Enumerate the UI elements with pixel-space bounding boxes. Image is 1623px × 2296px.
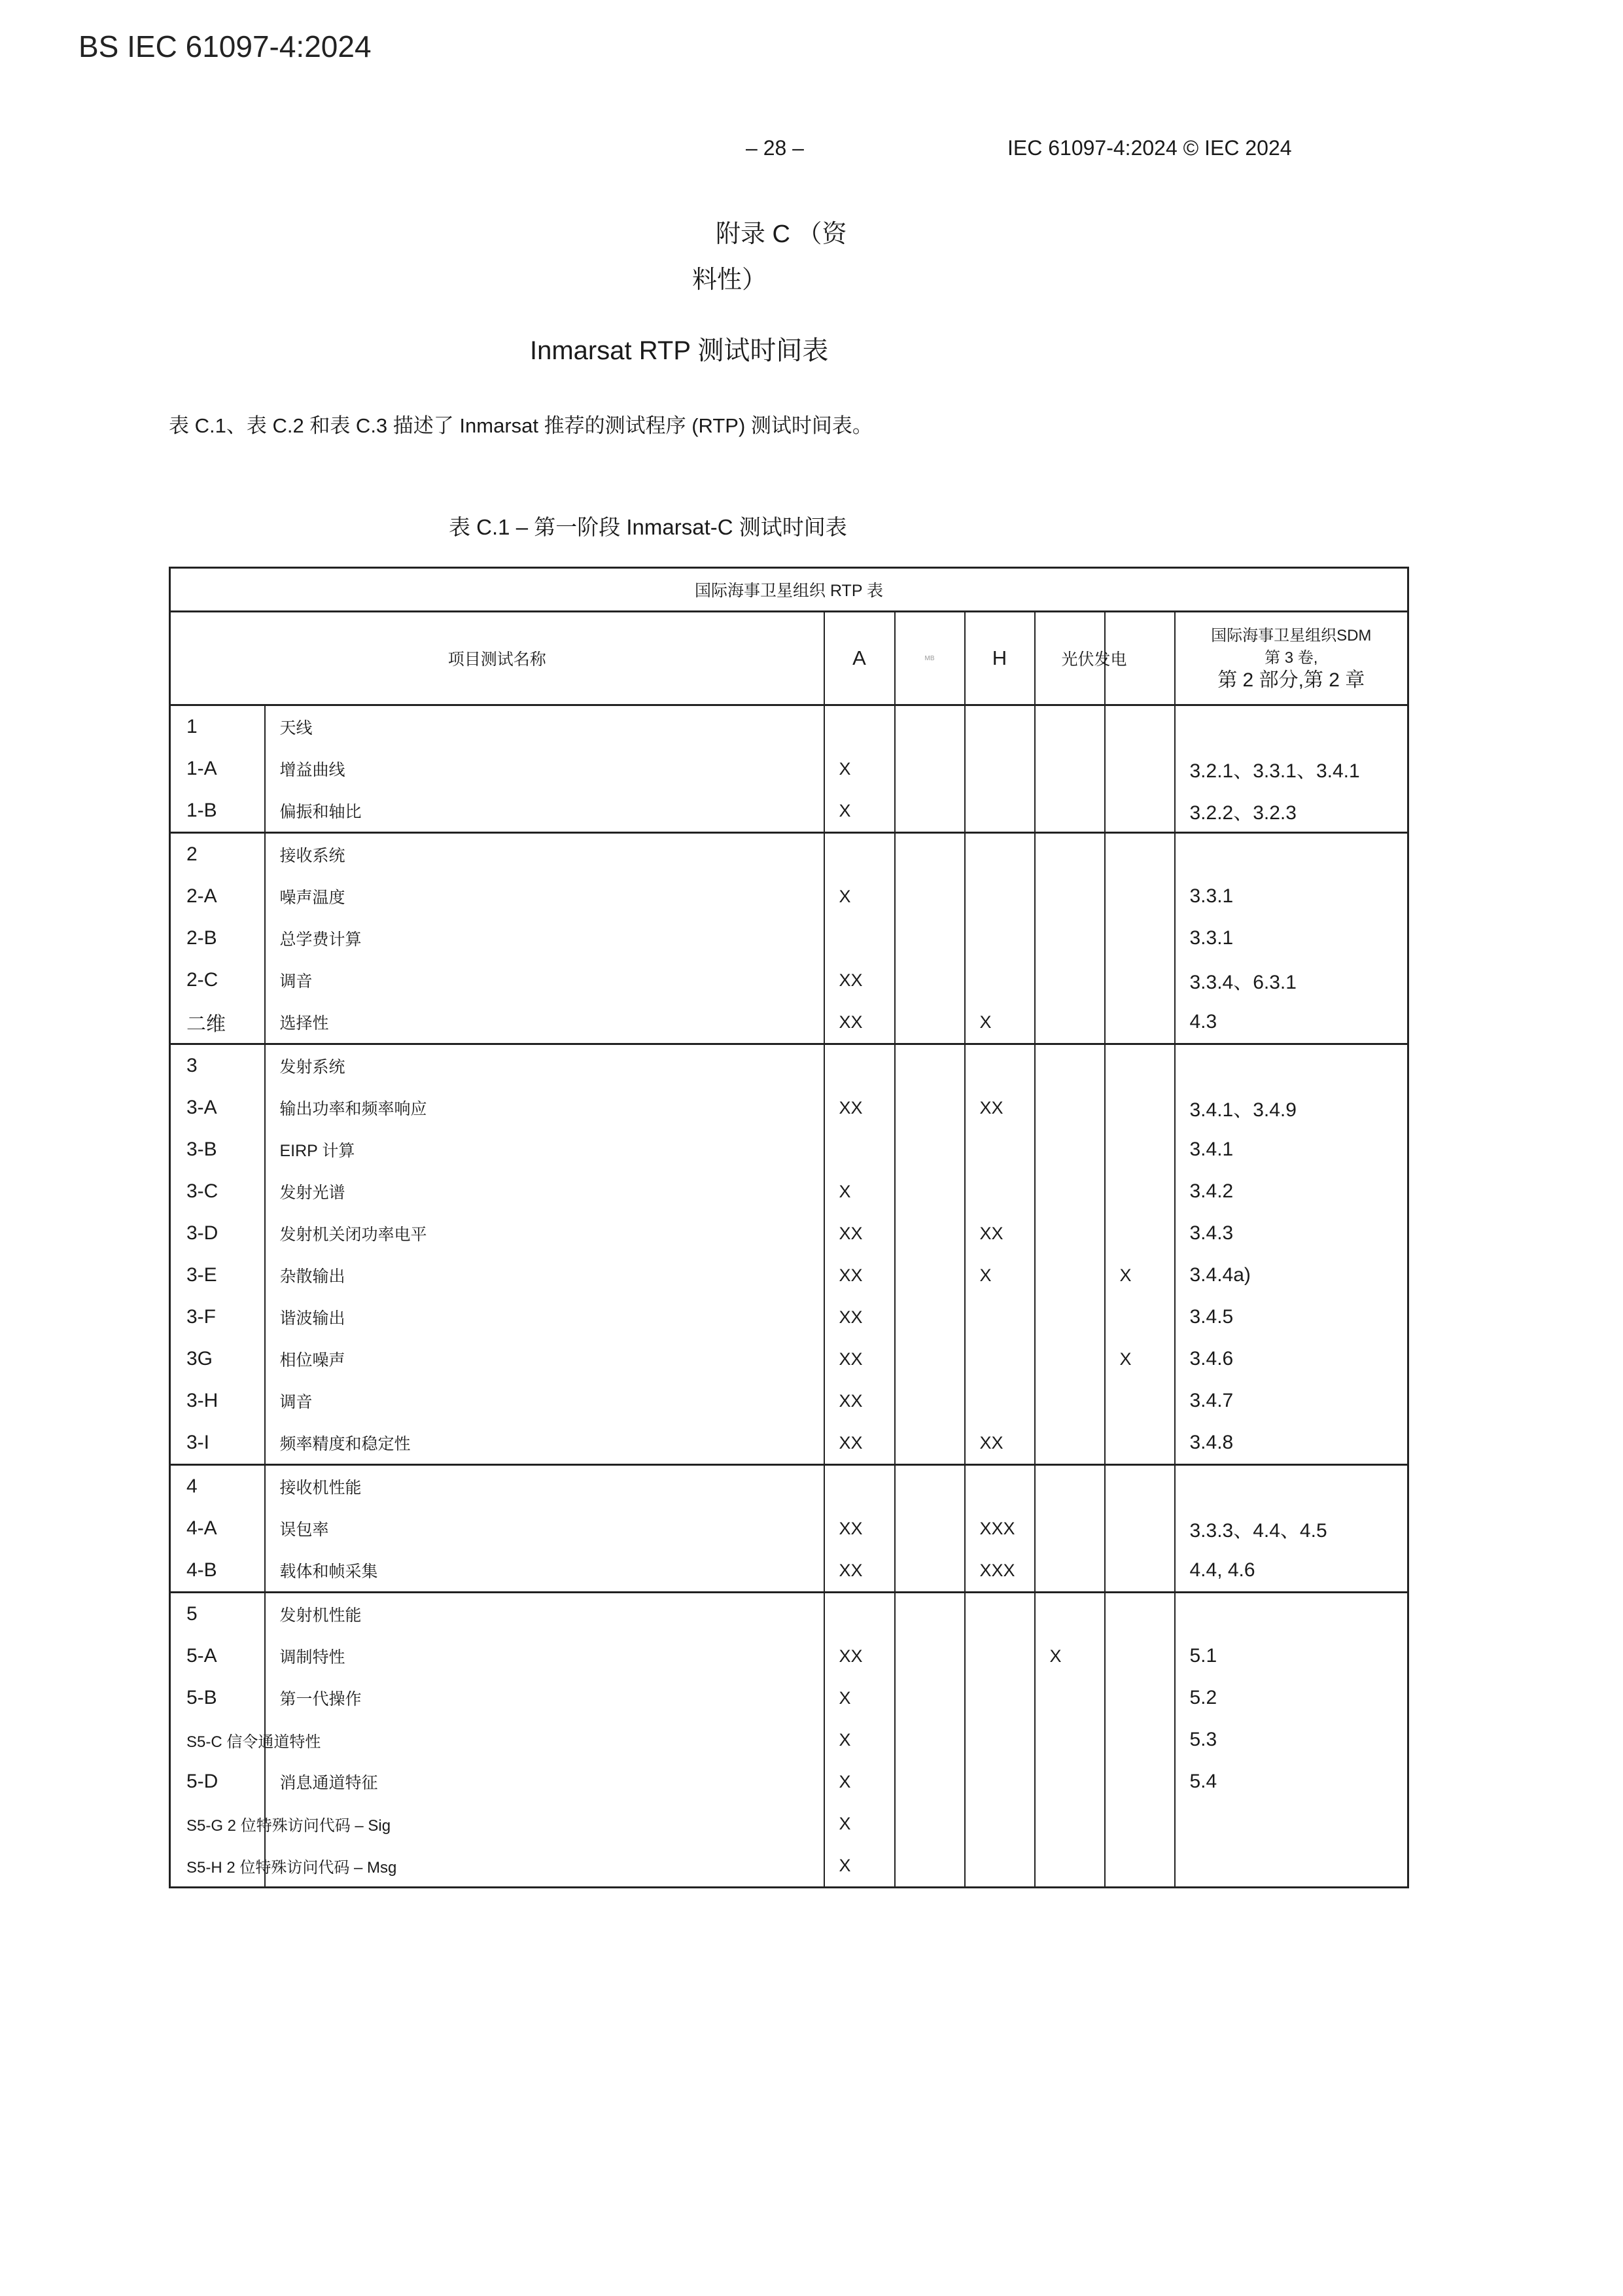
row-sdm-ref: 4.3 — [1175, 1001, 1408, 1044]
row-name-cell — [265, 1719, 824, 1761]
row-mark-b — [895, 1338, 965, 1380]
row-mark-a: XX — [824, 1296, 895, 1338]
annex-heading-line2: 料性） — [692, 266, 767, 294]
row-mark-h — [965, 1845, 1035, 1888]
row-mark-h: XXX — [965, 1549, 1035, 1593]
row-sdm-ref: 3.4.1、3.4.9 — [1175, 1087, 1408, 1129]
row-mark-a — [824, 1129, 895, 1171]
row-sdm-ref — [1175, 1593, 1408, 1636]
row-item-id: 2 — [170, 833, 265, 876]
row-mark-a: X — [824, 1803, 895, 1845]
row-sdm-ref — [1175, 1465, 1408, 1508]
row-mark-pv — [1035, 1001, 1105, 1044]
row-mark-h — [965, 1338, 1035, 1380]
row-mark-pv — [1035, 1296, 1105, 1338]
row-item-id: 3-A — [186, 1097, 217, 1118]
row-mark-a: XX — [824, 1212, 895, 1254]
rtp-schedule-table — [169, 567, 1409, 1888]
row-test-name: 相位噪声 — [265, 1338, 824, 1380]
row-mark-a: X — [824, 875, 895, 917]
table-row — [170, 1129, 1408, 1171]
row-test-name: 天线 — [265, 705, 824, 749]
row-test-name: 输出功率和频率响应 — [265, 1087, 824, 1129]
row-item-id: 1-A — [186, 758, 217, 779]
row-mark-pv — [1035, 1087, 1105, 1129]
row-test-name: 总学费计算 — [265, 917, 824, 959]
row-sdm-ref: 3.4.7 — [1175, 1380, 1408, 1422]
row-mark-h — [965, 917, 1035, 959]
row-sdm-ref: 3.2.1、3.3.1、3.4.1 — [1175, 748, 1408, 790]
row-sdm-ref: 3.4.1 — [1175, 1129, 1408, 1171]
row-mark-h — [965, 1761, 1035, 1803]
row-mark-pv — [1035, 1549, 1105, 1593]
row-mark-b — [895, 1380, 965, 1422]
header-test-name: 项目测试名称 — [170, 612, 824, 705]
header-col-a: A — [824, 612, 895, 705]
table-title: 国际海事卫星组织 RTP 表 — [695, 582, 883, 600]
row-mark-a — [824, 833, 895, 876]
row-mark-a: XX — [824, 1635, 895, 1677]
row-sdm-ref — [1175, 1044, 1408, 1087]
header-col-h: H — [965, 612, 1035, 705]
table-row — [170, 1380, 1408, 1422]
row-test-label: S5-H 2 位特殊访问代码 – Msg — [186, 1858, 397, 1877]
header-sdm-reference — [1175, 612, 1408, 705]
row-mark-e — [1105, 790, 1175, 833]
row-mark-e: X — [1105, 1254, 1175, 1296]
table-row — [170, 875, 1408, 917]
row-sdm-ref: 3.4.6 — [1175, 1338, 1408, 1380]
table-row — [170, 1254, 1408, 1296]
row-test-name: 发射光谱 — [265, 1171, 824, 1212]
row-mark-a: XX — [824, 1380, 895, 1422]
row-item-id: 3G — [186, 1348, 213, 1369]
row-mark-e — [1105, 1380, 1175, 1422]
row-test-name: 接收系统 — [265, 833, 824, 876]
row-sdm-ref: 5.4 — [1175, 1761, 1408, 1803]
row-mark-a: X — [824, 1845, 895, 1888]
row-mark-a: XX — [824, 1508, 895, 1549]
row-mark-pv — [1035, 1761, 1105, 1803]
row-mark-e — [1105, 1087, 1175, 1129]
row-mark-e — [1105, 1296, 1175, 1338]
row-mark-b — [895, 1171, 965, 1212]
table-row — [170, 1845, 1408, 1888]
table-row — [170, 790, 1408, 833]
row-mark-h — [965, 1380, 1035, 1422]
row-mark-b — [895, 1761, 965, 1803]
row-mark-h — [965, 748, 1035, 790]
row-test-name: 发射系统 — [265, 1044, 824, 1087]
row-sdm-ref: 3.3.4、6.3.1 — [1175, 959, 1408, 1001]
row-item-id: 5 — [170, 1593, 265, 1636]
row-sdm-ref: 5.3 — [1175, 1719, 1408, 1761]
row-mark-a: XX — [824, 1338, 895, 1380]
row-mark-h — [965, 705, 1035, 749]
row-mark-e — [1105, 748, 1175, 790]
row-mark-pv — [1035, 705, 1105, 749]
row-mark-b — [895, 1296, 965, 1338]
row-item-id: 3-D — [186, 1222, 218, 1244]
row-mark-e — [1105, 1129, 1175, 1171]
row-mark-b — [895, 959, 965, 1001]
row-mark-a — [824, 1465, 895, 1508]
table-row — [170, 1677, 1408, 1719]
row-mark-pv — [1035, 1338, 1105, 1380]
row-sdm-ref: 4.4, 4.6 — [1175, 1549, 1408, 1593]
row-mark-h: XXX — [965, 1508, 1035, 1549]
row-test-label: S5-G 2 位特殊访问代码 – Sig — [186, 1816, 391, 1835]
row-mark-a: XX — [824, 1422, 895, 1465]
row-test-name: 第一代操作 — [265, 1677, 824, 1719]
row-mark-a: X — [824, 1171, 895, 1212]
table-row — [170, 1635, 1408, 1677]
row-item-id: 3-C — [186, 1180, 218, 1202]
row-test-name: 误包率 — [265, 1508, 824, 1549]
row-test-label: S5-C 信令通道特性 — [186, 1733, 321, 1751]
row-test-name: EIRP 计算 — [265, 1129, 824, 1171]
table-row — [170, 1171, 1408, 1212]
table-row — [170, 1212, 1408, 1254]
row-mark-h — [965, 1803, 1035, 1845]
row-item-id: 3 — [170, 1044, 265, 1087]
row-mark-pv — [1035, 748, 1105, 790]
table-row — [170, 1549, 1408, 1593]
row-sdm-ref — [1175, 1845, 1408, 1888]
row-mark-a: XX — [824, 1254, 895, 1296]
row-mark-e — [1105, 1465, 1175, 1508]
row-test-name: 接收机性能 — [265, 1465, 824, 1508]
row-mark-pv — [1035, 1380, 1105, 1422]
row-item-id: 3-F — [186, 1306, 216, 1328]
row-mark-h — [965, 1677, 1035, 1719]
row-test-name: 调音 — [265, 959, 824, 1001]
row-mark-e — [1105, 1044, 1175, 1087]
row-sdm-ref: 5.1 — [1175, 1635, 1408, 1677]
row-mark-e — [1105, 1171, 1175, 1212]
row-mark-b — [895, 875, 965, 917]
row-mark-h: XX — [965, 1422, 1035, 1465]
row-sdm-ref: 3.2.2、3.2.3 — [1175, 790, 1408, 833]
row-mark-a: XX — [824, 1001, 895, 1044]
row-mark-pv — [1035, 1845, 1105, 1888]
row-sdm-ref: 3.4.3 — [1175, 1212, 1408, 1254]
row-mark-pv — [1035, 1422, 1105, 1465]
row-mark-e — [1105, 1803, 1175, 1845]
row-mark-a: X — [824, 1677, 895, 1719]
header-col-b: MB — [895, 612, 965, 705]
row-mark-h — [965, 790, 1035, 833]
row-mark-b — [895, 1001, 965, 1044]
row-mark-pv — [1035, 833, 1105, 876]
row-sdm-ref: 3.3.3、4.4、4.5 — [1175, 1508, 1408, 1549]
row-mark-h — [965, 1129, 1035, 1171]
row-mark-h — [965, 1635, 1035, 1677]
row-mark-b — [895, 748, 965, 790]
table-caption: 表 C.1 – 第一阶段 Inmarsat-C 测试时间表 — [449, 515, 847, 539]
row-mark-h: X — [965, 1254, 1035, 1296]
table-row — [170, 1001, 1408, 1044]
row-mark-pv — [1035, 1803, 1105, 1845]
row-mark-pv — [1035, 1254, 1105, 1296]
row-mark-pv — [1035, 1508, 1105, 1549]
table-row — [170, 1296, 1408, 1338]
row-mark-b — [895, 1254, 965, 1296]
header-col-pv: 光伏发电 — [1035, 612, 1105, 705]
document-id: BS IEC 61097-4:2024 — [79, 29, 372, 63]
row-mark-h: XX — [965, 1212, 1035, 1254]
row-sdm-ref: 3.4.2 — [1175, 1171, 1408, 1212]
row-mark-h — [965, 959, 1035, 1001]
row-mark-a: XX — [824, 1087, 895, 1129]
row-mark-pv — [1035, 959, 1105, 1001]
row-sdm-ref — [1175, 1803, 1408, 1845]
row-item-id: 5-B — [186, 1687, 217, 1708]
row-mark-b — [895, 1422, 965, 1465]
row-test-name: 调制特性 — [265, 1635, 824, 1677]
row-mark-b — [895, 705, 965, 749]
row-mark-h — [965, 1044, 1035, 1087]
row-item-id: 5-D — [186, 1771, 218, 1792]
row-mark-a — [824, 917, 895, 959]
table-row — [170, 748, 1408, 790]
row-mark-pv — [1035, 1677, 1105, 1719]
table-row — [170, 1803, 1408, 1845]
table-row — [170, 1087, 1408, 1129]
row-mark-e — [1105, 917, 1175, 959]
row-mark-h — [965, 1296, 1035, 1338]
row-test-name: 增益曲线 — [265, 748, 824, 790]
row-sdm-ref: 3.3.1 — [1175, 917, 1408, 959]
row-mark-e — [1105, 1549, 1175, 1593]
row-item-id: 4-B — [186, 1559, 217, 1581]
row-item-id: 二维 — [186, 1014, 226, 1035]
row-mark-pv — [1035, 1593, 1105, 1636]
row-mark-h — [965, 1171, 1035, 1212]
row-mark-b — [895, 1212, 965, 1254]
row-mark-pv — [1035, 917, 1105, 959]
row-mark-pv — [1035, 1171, 1105, 1212]
row-test-name: 消息通道特征 — [265, 1761, 824, 1803]
row-item-id: 2-C — [186, 969, 218, 991]
row-mark-e — [1105, 1001, 1175, 1044]
row-mark-b — [895, 1129, 965, 1171]
row-mark-pv — [1035, 1465, 1105, 1508]
row-mark-b — [895, 1677, 965, 1719]
row-mark-e — [1105, 1212, 1175, 1254]
row-mark-a: XX — [824, 1549, 895, 1593]
row-test-name: 发射机关闭功率电平 — [265, 1212, 824, 1254]
row-test-name: 选择性 — [265, 1001, 824, 1044]
row-mark-e — [1105, 1845, 1175, 1888]
row-mark-pv — [1035, 1129, 1105, 1171]
row-mark-h: X — [965, 1001, 1035, 1044]
row-mark-pv — [1035, 1719, 1105, 1761]
row-sdm-ref: 3.4.8 — [1175, 1422, 1408, 1465]
row-test-name: 调音 — [265, 1380, 824, 1422]
row-mark-pv — [1035, 790, 1105, 833]
row-item-id: 1 — [170, 705, 265, 749]
header-sdm-line2: 第 3 卷, — [1265, 649, 1318, 667]
row-mark-pv: X — [1035, 1635, 1105, 1677]
row-mark-b — [895, 1087, 965, 1129]
row-item-id: 3-E — [186, 1264, 217, 1286]
row-mark-b — [895, 1719, 965, 1761]
table-row — [170, 959, 1408, 1001]
row-sdm-ref: 3.3.1 — [1175, 875, 1408, 917]
row-mark-e — [1105, 1761, 1175, 1803]
row-sdm-ref — [1175, 833, 1408, 876]
annex-heading-line1: 附录 C （资 — [716, 221, 847, 248]
row-test-name: 发射机性能 — [265, 1593, 824, 1636]
row-test-name: 杂散输出 — [265, 1254, 824, 1296]
row-mark-e — [1105, 1635, 1175, 1677]
row-mark-a: X — [824, 1761, 895, 1803]
standard-reference: IEC 61097-4:2024 © IEC 2024 — [1007, 136, 1292, 160]
row-sdm-ref: 3.4.4a) — [1175, 1254, 1408, 1296]
row-test-name: 频率精度和稳定性 — [265, 1422, 824, 1465]
row-mark-h — [965, 1465, 1035, 1508]
row-mark-a — [824, 1593, 895, 1636]
row-test-name: 偏振和轴比 — [265, 790, 824, 833]
row-mark-pv — [1035, 1044, 1105, 1087]
row-item-id: 5-A — [186, 1645, 217, 1667]
row-mark-h — [965, 833, 1035, 876]
row-mark-h: XX — [965, 1087, 1035, 1129]
table-row — [170, 1338, 1408, 1380]
row-item-id: 2-B — [186, 927, 217, 949]
row-mark-b — [895, 1465, 965, 1508]
table-row — [170, 1465, 1408, 1508]
annex-title: Inmarsat RTP 测试时间表 — [530, 336, 829, 365]
table-row — [170, 1044, 1408, 1087]
row-item-id: 4-A — [186, 1517, 217, 1539]
row-mark-h — [965, 875, 1035, 917]
row-sdm-ref: 3.4.5 — [1175, 1296, 1408, 1338]
row-test-name: 噪声温度 — [265, 875, 824, 917]
row-mark-e: X — [1105, 1338, 1175, 1380]
row-mark-b — [895, 833, 965, 876]
row-mark-pv — [1035, 875, 1105, 917]
row-item-id: 4 — [170, 1465, 265, 1508]
row-mark-pv — [1035, 1212, 1105, 1254]
table-row — [170, 1761, 1408, 1803]
table-row — [170, 1508, 1408, 1549]
row-mark-e — [1105, 705, 1175, 749]
row-mark-b — [895, 1635, 965, 1677]
row-mark-e — [1105, 959, 1175, 1001]
row-mark-h — [965, 1719, 1035, 1761]
row-mark-e — [1105, 1508, 1175, 1549]
row-mark-a: XX — [824, 959, 895, 1001]
intro-paragraph: 表 C.1、表 C.2 和表 C.3 描述了 Inmarsat 推荐的测试程序 (RTP) 测试时间表。 — [169, 414, 873, 437]
row-mark-b — [895, 1044, 965, 1087]
table-row — [170, 917, 1408, 959]
header-sdm-line1: 国际海事卫星组织SDM — [1211, 627, 1372, 645]
row-test-name: 谐波输出 — [265, 1296, 824, 1338]
row-mark-a: X — [824, 748, 895, 790]
row-mark-a — [824, 1044, 895, 1087]
row-test-name: 载体和帧采集 — [265, 1549, 824, 1593]
row-mark-a — [824, 705, 895, 749]
table-row — [170, 1422, 1408, 1465]
row-item-id: 3-I — [186, 1432, 210, 1453]
page-number: – 28 – — [746, 136, 804, 160]
row-mark-a: X — [824, 790, 895, 833]
row-item-id: 3-B — [186, 1139, 217, 1160]
row-mark-h — [965, 1593, 1035, 1636]
row-mark-a: X — [824, 1719, 895, 1761]
table-row — [170, 1593, 1408, 1636]
row-mark-e — [1105, 1422, 1175, 1465]
table-row — [170, 1719, 1408, 1761]
row-mark-b — [895, 1845, 965, 1888]
header-sdm-line3: 第 2 部分,第 2 章 — [1217, 669, 1365, 691]
row-mark-e — [1105, 1593, 1175, 1636]
row-item-id: 3-H — [186, 1390, 218, 1411]
row-mark-b — [895, 790, 965, 833]
row-mark-e — [1105, 833, 1175, 876]
row-mark-b — [895, 917, 965, 959]
row-sdm-ref — [1175, 705, 1408, 749]
row-mark-b — [895, 1549, 965, 1593]
row-item-id: 1-B — [186, 800, 217, 821]
row-item-id: 2-A — [186, 885, 217, 907]
row-mark-e — [1105, 875, 1175, 917]
table-row — [170, 705, 1408, 749]
row-sdm-ref: 5.2 — [1175, 1677, 1408, 1719]
row-mark-e — [1105, 1677, 1175, 1719]
row-mark-b — [895, 1508, 965, 1549]
table-row — [170, 833, 1408, 876]
row-mark-e — [1105, 1719, 1175, 1761]
row-mark-b — [895, 1593, 965, 1636]
row-mark-b — [895, 1803, 965, 1845]
